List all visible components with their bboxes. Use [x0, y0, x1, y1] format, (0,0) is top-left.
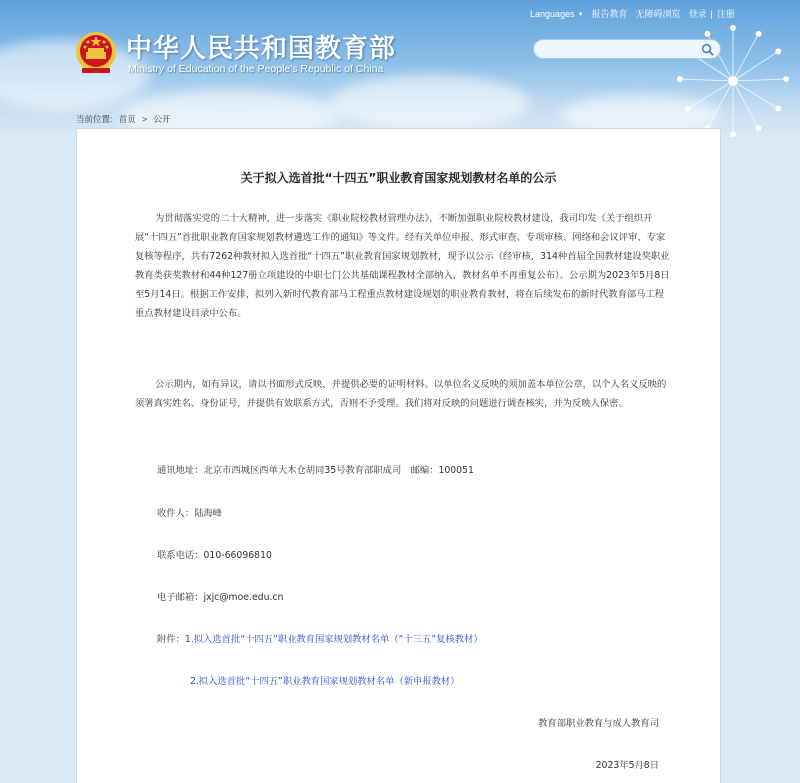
attachment-link-2[interactable]: 2.拟入选首批“十四五”职业教育国家规划教材名单（新申报教材） — [190, 676, 460, 687]
article-title: 关于拟入选首批“十四五”职业教育国家规划教材名单的公示 — [240, 171, 557, 185]
top-link-register[interactable]: 注册 — [716, 9, 735, 19]
search-input[interactable] — [544, 42, 694, 56]
chevron-down-icon: ▼ — [577, 11, 584, 18]
languages-label: Languages — [530, 8, 575, 19]
breadcrumb — [76, 113, 175, 125]
top-link-report[interactable]: 报告教育 — [591, 9, 628, 19]
top-link-login[interactable]: 登录 — [688, 9, 707, 19]
contact-email: 电子邮箱：jxjc@moe.edu.cn — [157, 592, 284, 603]
attachments-row — [157, 631, 483, 645]
search-box — [533, 39, 721, 59]
breadcrumb-prefix: 当前位置: — [76, 114, 113, 124]
issue-date: 2023年5月8日 — [595, 760, 659, 771]
top-link-accessibility[interactable]: 无障碍浏览 — [635, 9, 681, 19]
national-emblem-icon — [74, 30, 118, 76]
site-subtitle: Ministry of Education of the People's Republic of China — [128, 63, 384, 75]
attachment-link-1[interactable]: 1.拟入选首批“十四五”职业教育国家规划教材名单（“十三五”复核教材） — [184, 634, 483, 645]
site-title[interactable]: 中华人民共和国教育部 — [126, 34, 397, 64]
contact-address: 通讯地址：北京市西城区西单大木仓胡同35号教育部职成司 邮编：100051 — [157, 465, 474, 476]
breadcrumb-separator: > — [142, 114, 148, 124]
attachments-label: 附件： — [157, 634, 185, 645]
breadcrumb-home[interactable]: 首页 — [118, 114, 136, 124]
issuer: 教育部职业教育与成人教育司 — [538, 718, 659, 729]
top-links — [530, 7, 735, 20]
article-paragraph-2: 公示期内，如有异议，请以书面形式反映，并提供必要的证明材料。以单位名义反映的须加盖本单位公章，以个人名义反映的须署真实姓名、身份证号，并提供有效联系方式，否则不予受理。我们将对反映的问题进行调查核实，并为反映人保密。 — [135, 379, 667, 409]
article-paragraph-1: 为贯彻落实党的二十大精神，进一步落实《职业院校教材管理办法》，不断加强职业院校教材建设，我司印发《关于组织开展“十四五”首批职业教育国家规划教材遴选工作的通知》等文件。经有关单位申报、形式审查、专项审核、网络和会议评审、专家复核等程序，共有7262种教材拟入选首批“十四五”职业教育国家规划教材，现予以公示（经审核，314种首届全国教材建设奖职业教育类获奖教材和44种127册立项建设的中职七门公共基础课程教材全部纳入，教材名单不再重复公布）。公示期为2023年5月8日至5月14日。根据工作安排，拟列入新时代教育部马工程重点教材建设规划的职业教育教材，将在后续发布的新时代教育部马工程重点教材建设目录中公布。 — [135, 213, 670, 319]
breadcrumb-public[interactable]: 公开 — [153, 114, 171, 124]
languages-dropdown[interactable] — [530, 9, 584, 19]
contact-phone: 联系电话：010-66096810 — [157, 550, 272, 561]
top-link-separator: | — [710, 8, 713, 19]
search-icon[interactable] — [701, 43, 714, 56]
article-panel — [76, 128, 721, 783]
contact-recipient: 收件人：陆海峰 — [157, 508, 223, 519]
